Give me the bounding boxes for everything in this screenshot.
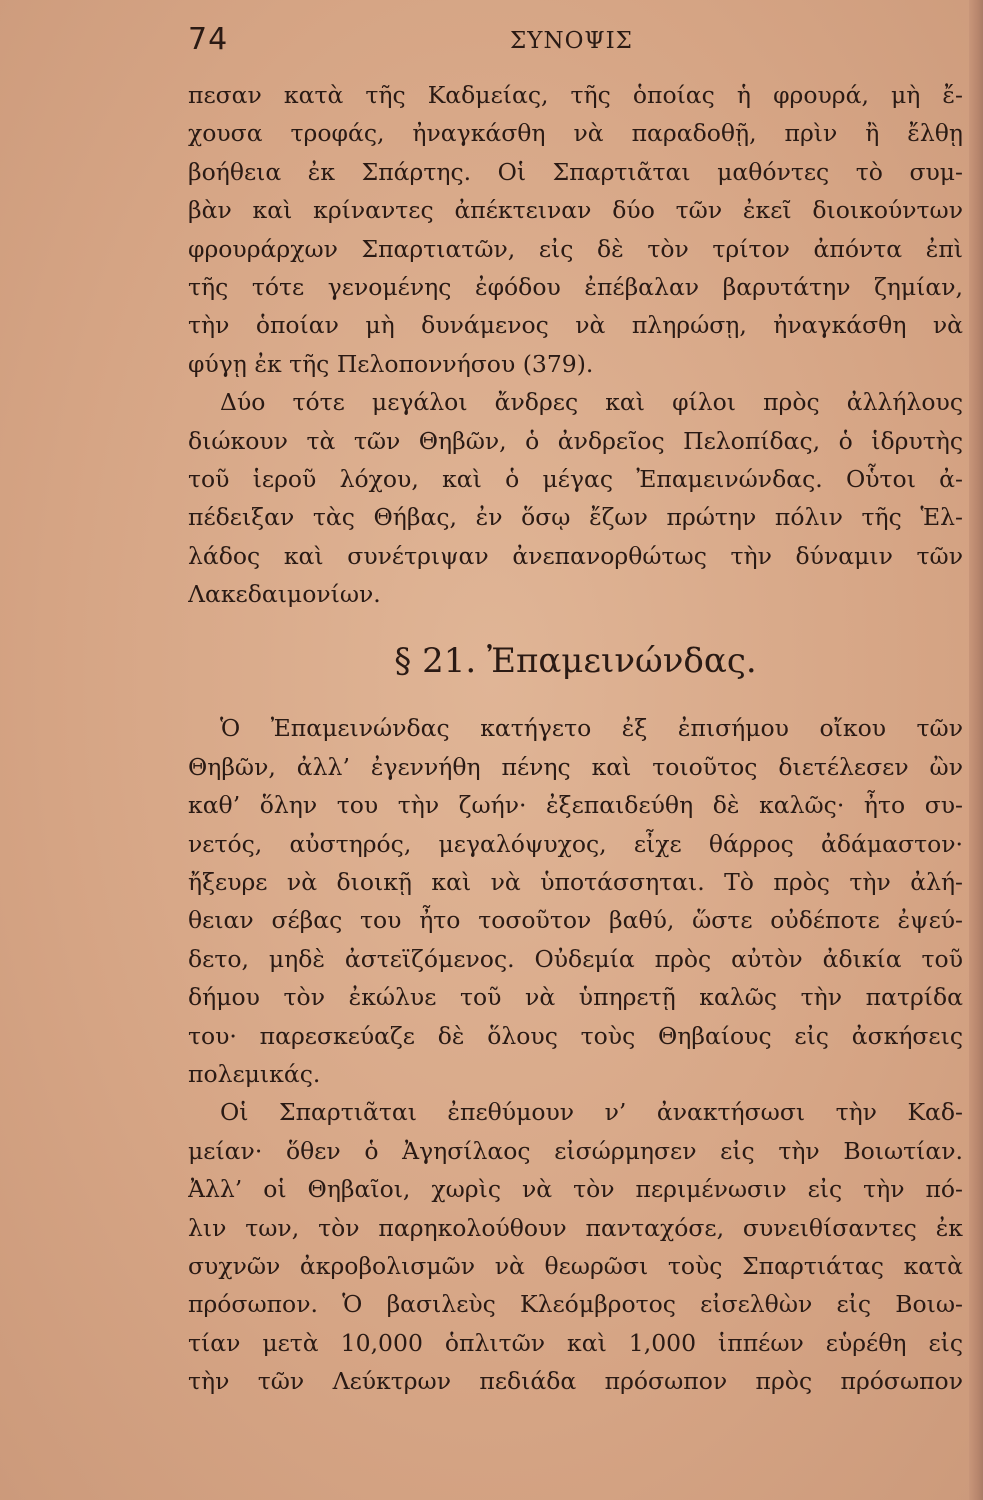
text-line: λάδος καὶ συνέτριψαν ἀνεπανορθώτως τὴν δύναμιν τῶν — [188, 541, 963, 570]
text-line: διώκουν τὰ τῶν Θηβῶν, ὁ ἀνδρεῖος Πελοπίδας, ὁ ἱδρυτὴς — [188, 426, 963, 455]
text-line: φρουράρχων Σπαρτιατῶν, εἰς δὲ τὸν τρίτον ἀπόντα ἐπὶ — [188, 234, 963, 263]
text-line: Δύο τότε μεγάλοι ἄνδρες καὶ φίλοι πρὸς ἀλλήλους — [220, 388, 963, 417]
text-line: Ἀλλ’ οἱ Θηβαῖοι, χωρὶς νὰ τὸν περιμένωσιν εἰς τὴν πό- — [188, 1175, 963, 1204]
text-line: Λακεδαιμονίων. — [188, 580, 381, 609]
text-line: τῆς τότε γενομένης ἐφόδου ἐπέβαλαν βαρυτάτην ζημίαν, — [188, 272, 963, 301]
text-line: τίαν μετὰ 10,000 ὁπλιτῶν καὶ 1,000 ἱππέων εὑρέθη εἰς — [188, 1328, 963, 1357]
section-heading: § 21. Ἐπαμεινώνδας. — [394, 641, 757, 682]
body-text — [188, 76, 963, 1401]
paragraph-2 — [188, 383, 963, 613]
text-line: πολεμικάς. — [188, 1059, 321, 1088]
text-line: χουσα τροφάς, ἠναγκάσθη νὰ παραδοθῇ, πρὶν ἢ ἔλθῃ — [188, 119, 963, 148]
text-line: καθ’ ὅλην του τὴν ζωήν· ἐξεπαιδεύθη δὲ καλῶς· ἦτο συ- — [188, 791, 963, 820]
page-number: 74 — [188, 22, 229, 57]
text-line: τὴν ὁποίαν μὴ δυνάμενος νὰ πληρώσῃ, ἠναγκάσθη νὰ — [188, 311, 963, 340]
running-head: ΣΥΝΟΨΙΣ — [510, 28, 633, 54]
page-edge — [969, 0, 983, 1500]
text-line: νετός, αὐστηρός, μεγαλόψυχος, εἶχε θάρρος ἀδάμαστον· — [188, 829, 963, 858]
text-line: λιν των, τὸν παρηκολούθουν πανταχόσε, συνειθίσαντες ἐκ — [188, 1213, 963, 1242]
paragraph-3 — [188, 709, 963, 1093]
paragraph-1 — [188, 76, 963, 383]
text-line: δετο, μηδὲ ἀστεϊζόμενος. Οὐδεμία πρὸς αὐτὸν ἀδικία τοῦ — [188, 944, 963, 973]
text-line: δήμου τὸν ἐκώλυε τοῦ νὰ ὑπηρετῇ καλῶς τὴν πατρίδα — [188, 983, 963, 1012]
text-line: Θηβῶν, ἀλλ’ ἐγεννήθη πένης καὶ τοιοῦτος διετέλεσεν ὢν — [188, 752, 963, 781]
text-line: πέδειξαν τὰς Θήβας, ἐν ὅσῳ ἔζων πρώτην πόλιν τῆς Ἑλ- — [188, 503, 963, 532]
text-line: του· παρεσκεύαζε δὲ ὅλους τοὺς Θηβαίους εἰς ἀσκήσεις — [188, 1021, 963, 1050]
text-line: ἤξευρε νὰ διοικῇ καὶ νὰ ὑποτάσσηται. Τὸ πρὸς τὴν ἀλή- — [188, 868, 963, 897]
page-header — [188, 22, 958, 70]
text-line: μείαν· ὅθεν ὁ Ἀγησίλαος εἰσώρμησεν εἰς τὴν Βοιωτίαν. — [188, 1136, 963, 1165]
text-line: θειαν σέβας του ἦτο τοσοῦτον βαθύ, ὥστε οὐδέποτε ἐψεύ- — [188, 906, 963, 935]
text-line: Ὁ Ἐπαμεινώνδας κατήγετο ἐξ ἐπισήμου οἴκου τῶν — [220, 714, 963, 743]
text-line: τοῦ ἱεροῦ λόχου, καὶ ὁ μέγας Ἐπαμεινώνδας. Οὗτοι ἀ- — [188, 464, 963, 493]
text-line: συχνῶν ἀκροβολισμῶν νὰ θεωρῶσι τοὺς Σπαρτιάτας κατὰ — [188, 1251, 963, 1280]
text-line: Οἱ Σπαρτιᾶται ἐπεθύμουν ν’ ἀνακτήσωσι τὴν Καδ- — [220, 1098, 963, 1127]
text-line: τὴν τῶν Λεύκτρων πεδιάδα πρόσωπον πρὸς πρόσωπον — [188, 1367, 963, 1396]
text-line: πρόσωπον. Ὁ βασιλεὺς Κλεόμβροτος εἰσελθὼν εἰς Βοιω- — [188, 1290, 963, 1319]
text-line: βὰν καὶ κρίναντες ἀπέκτειναν δύο τῶν ἐκεῖ διοικούντων — [188, 196, 963, 225]
text-line: βοήθεια ἐκ Σπάρτης. Οἱ Σπαρτιᾶται μαθόντες τὸ συμ- — [188, 157, 963, 186]
paragraph-4 — [188, 1093, 963, 1400]
text-line: πεσαν κατὰ τῆς Καδμείας, τῆς ὁποίας ἡ φρουρά, μὴ ἔ- — [188, 81, 963, 109]
text-line: φύγῃ ἐκ τῆς Πελοποννήσου (379). — [188, 349, 594, 378]
